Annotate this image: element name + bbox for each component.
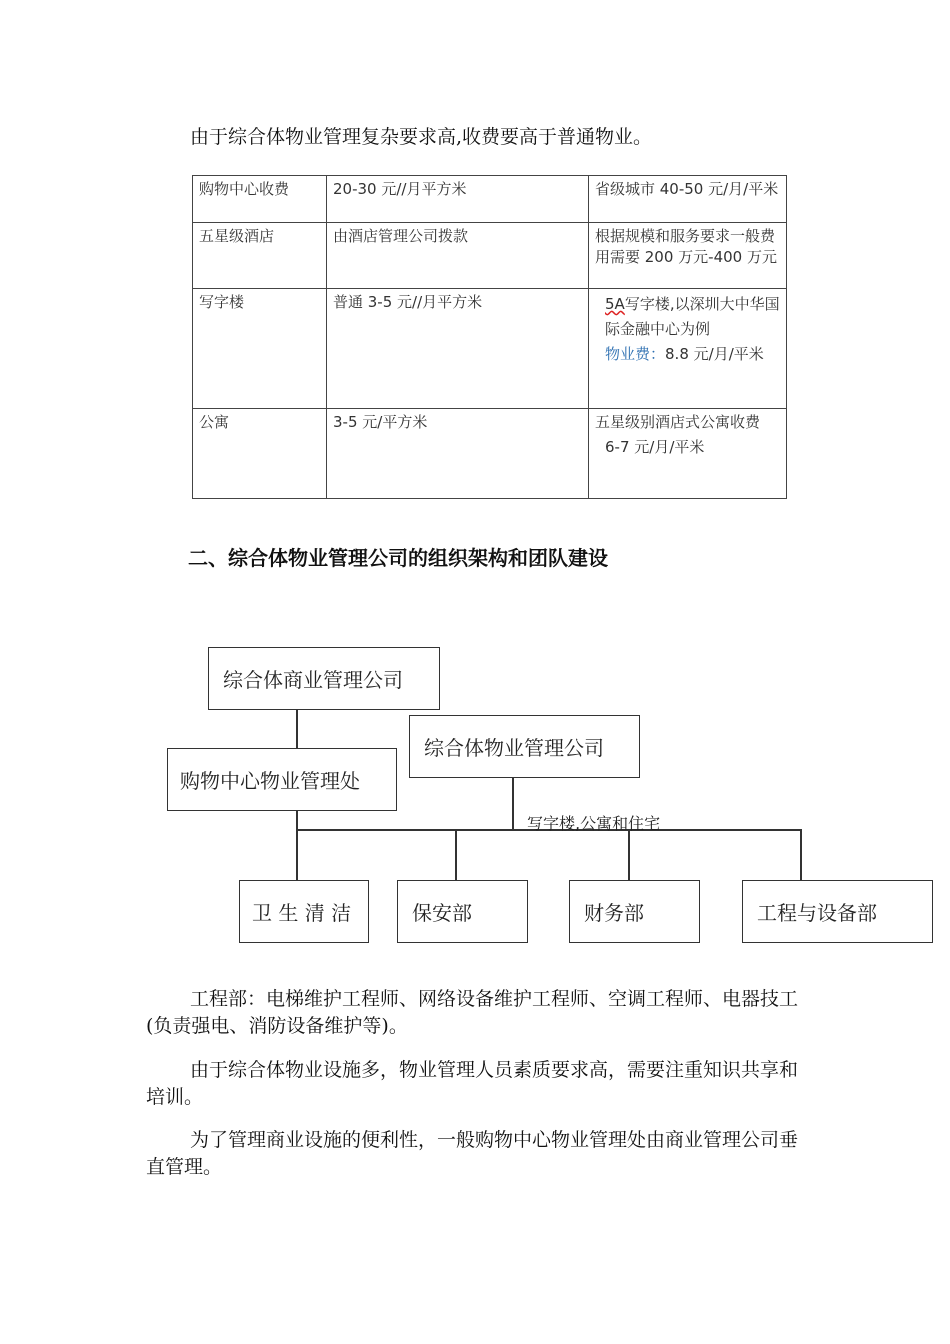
fee-standard-cell: 普通 3-5 元//月平方米: [327, 289, 589, 409]
property-company-box: 综合体物业管理公司: [409, 715, 640, 778]
connector-line: [628, 829, 630, 881]
body-paragraph: 工程部：电梯维护工程师、网络设备维护工程师、空调工程师、电器技工(负责强电、消防设备维护等)。: [146, 988, 799, 1037]
office-grade-text: 5A: [605, 295, 625, 313]
fee-standard-cell: 3-5 元/平方米: [327, 409, 589, 499]
section-heading: 二、综合体物业管理公司的组织架构和团队建设: [188, 546, 608, 570]
department-box: 保安部: [397, 880, 528, 943]
table-row: [193, 223, 787, 289]
table-row: [193, 409, 787, 499]
fee-example-cell: 根据规模和服务要求一般费用需要 200 万元-400 万元: [589, 223, 787, 289]
fee-type-cell: 公寓: [193, 409, 327, 499]
table-row: [193, 176, 787, 223]
fee-type-cell: 写字楼: [193, 289, 327, 409]
fee-type-cell: 购物中心收费: [193, 176, 327, 223]
commercial-company-box: 综合体商业管理公司: [208, 647, 440, 710]
fee-example-cell: [589, 289, 787, 409]
office-example-line1: [595, 292, 780, 342]
connector-line: [296, 810, 298, 830]
property-fee-value: 8.8 元/月/平米: [665, 345, 764, 363]
intro-paragraph: 由于综合体物业管理复杂要求高,收费要高于普通物业。: [190, 126, 653, 148]
connector-line: [296, 829, 298, 881]
connector-line: [296, 709, 298, 748]
fee-standard-cell: 由酒店管理公司拨款: [327, 223, 589, 289]
body-paragraph: 由于综合体物业设施多，物业管理人员素质要求高，需要注重知识共享和培训。: [146, 1059, 799, 1108]
office-example-text: 写字楼,以深圳大中华国际金融中心为例: [605, 295, 780, 338]
department-box: 财务部: [569, 880, 700, 943]
scope-label: 写字楼,公寓和住宅: [527, 814, 661, 833]
connector-line: [512, 777, 514, 830]
table-row: [193, 289, 787, 409]
department-box: 工程与设备部: [742, 880, 933, 943]
fee-example-cell: 省级城市 40-50 元/月/平米: [589, 176, 787, 223]
mall-office-box: 购物中心物业管理处: [167, 748, 397, 811]
connector-line: [800, 829, 802, 881]
fee-table: [192, 175, 787, 499]
fee-standard-cell: 20-30 元//月平方米: [327, 176, 589, 223]
fee-example-cell: [589, 409, 787, 499]
connector-line: [455, 829, 457, 881]
office-example-line2: [595, 342, 780, 367]
apartment-example-line1: 五星级别酒店式公寓收费: [595, 413, 761, 431]
body-paragraph: 为了管理商业设施的便利性，一般购物中心物业管理处由商业管理公司垂直管理。: [146, 1129, 799, 1178]
property-fee-label: 物业费：: [605, 345, 666, 363]
fee-type-cell: 五星级酒店: [193, 223, 327, 289]
apartment-example-line2: 6-7 元/月/平米: [605, 438, 705, 456]
department-box: 卫 生 清 洁: [239, 880, 369, 943]
